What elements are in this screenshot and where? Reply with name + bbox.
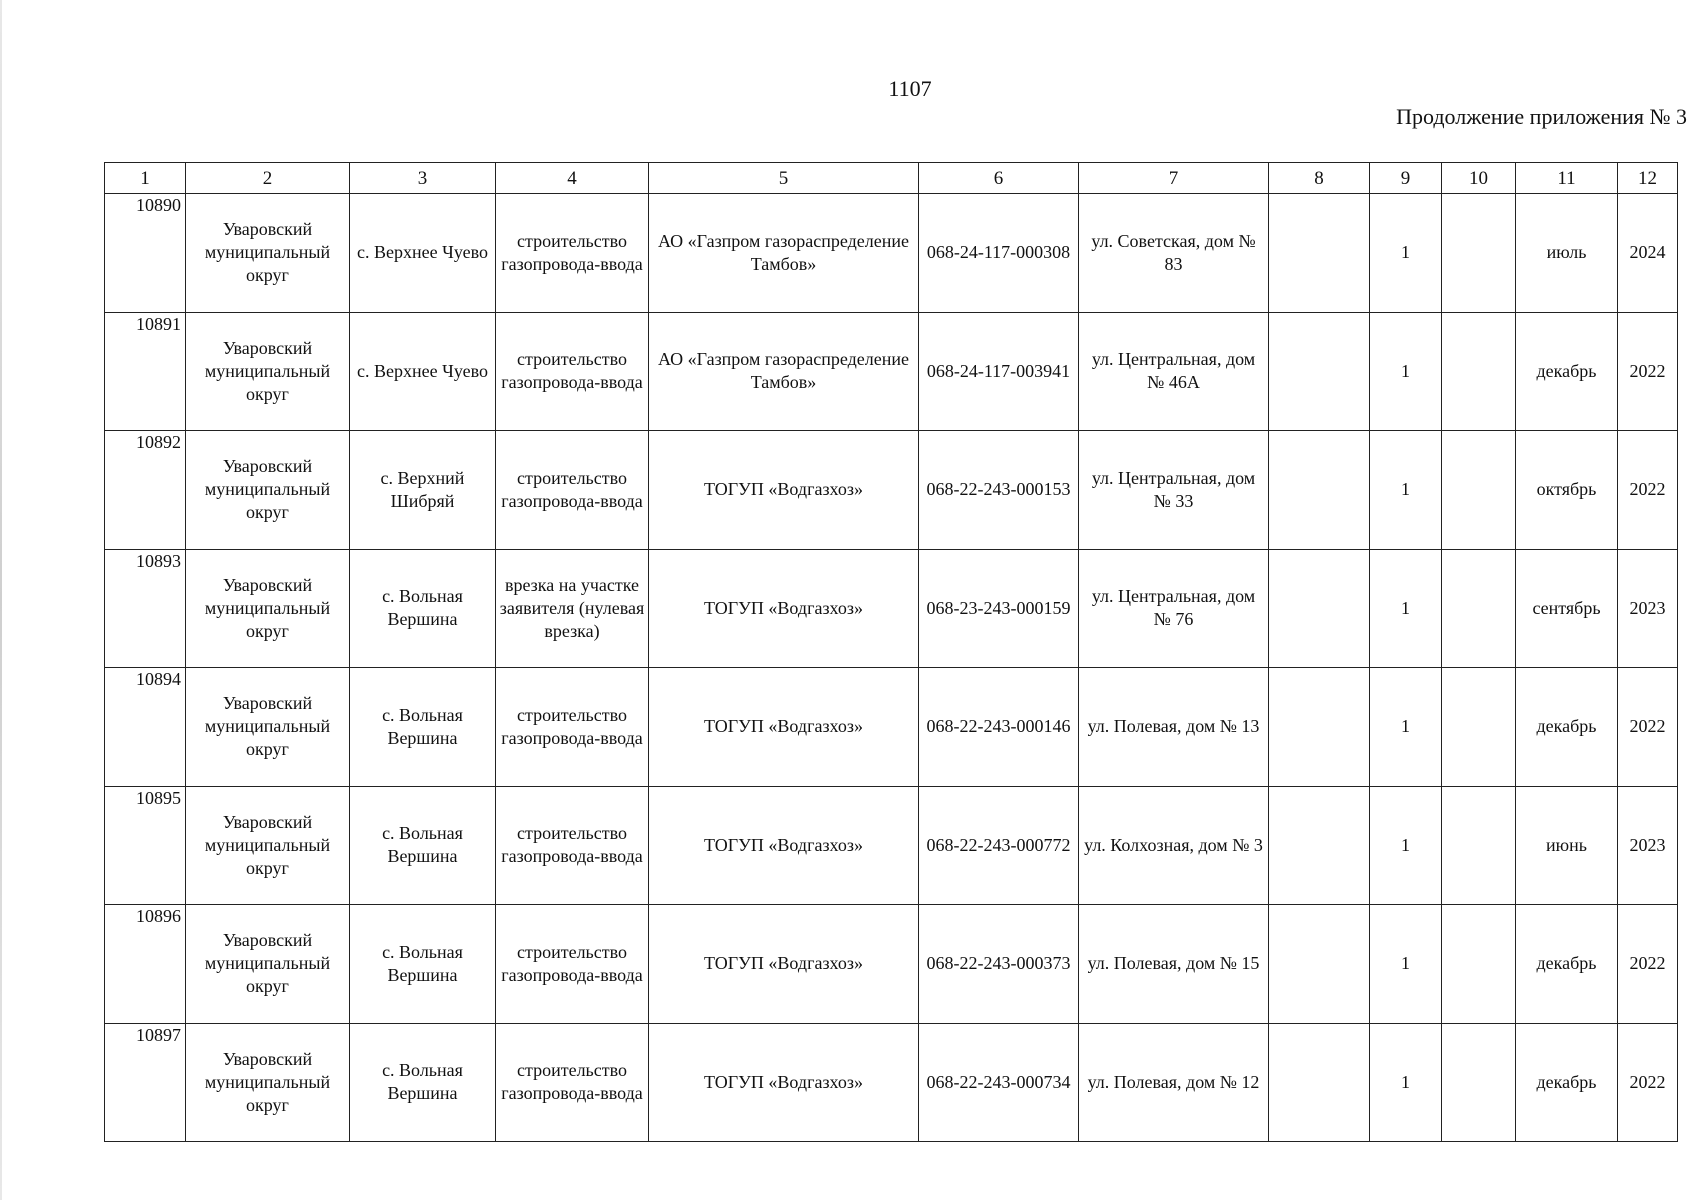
district-cell: Уваровский муниципальный округ — [186, 1023, 350, 1142]
row-number: 10894 — [105, 668, 186, 787]
code-cell: 068-24-117-000308 — [919, 194, 1079, 313]
organization-cell: ТОГУП «Водгазхоз» — [649, 549, 919, 668]
organization-cell: ТОГУП «Водгазхоз» — [649, 668, 919, 787]
district-cell: Уваровский муниципальный округ — [186, 668, 350, 787]
year-cell: 2022 — [1618, 905, 1678, 1024]
table-row — [105, 905, 1678, 1024]
column-10-cell — [1442, 312, 1516, 431]
column-8-cell — [1269, 431, 1370, 550]
month-cell: сентябрь — [1516, 549, 1618, 668]
organization-cell: ТОГУП «Водгазхоз» — [649, 431, 919, 550]
district-cell: Уваровский муниципальный округ — [186, 549, 350, 668]
column-10-cell — [1442, 431, 1516, 550]
year-cell: 2022 — [1618, 1023, 1678, 1142]
code-cell: 068-24-117-003941 — [919, 312, 1079, 431]
month-cell: июль — [1516, 194, 1618, 313]
address-cell: ул. Полевая, дом № 13 — [1079, 668, 1269, 787]
settlement-cell: с. Верхнее Чуево — [350, 194, 496, 313]
column-8-cell — [1269, 312, 1370, 431]
column-9-cell: 1 — [1370, 1023, 1442, 1142]
column-header-12: 12 — [1618, 163, 1678, 194]
column-header-7: 7 — [1079, 163, 1269, 194]
work-type-cell: строительство газопровода-ввода — [496, 668, 649, 787]
column-header-6: 6 — [919, 163, 1079, 194]
column-9-cell: 1 — [1370, 905, 1442, 1024]
table-row — [105, 786, 1678, 905]
settlement-cell: с. Верхний Шибряй — [350, 431, 496, 550]
column-10-cell — [1442, 1023, 1516, 1142]
column-10-cell — [1442, 905, 1516, 1024]
column-8-cell — [1269, 668, 1370, 787]
code-cell: 068-22-243-000146 — [919, 668, 1079, 787]
year-cell: 2023 — [1618, 549, 1678, 668]
address-cell: ул. Полевая, дом № 15 — [1079, 905, 1269, 1024]
month-cell: июнь — [1516, 786, 1618, 905]
table-row — [105, 668, 1678, 787]
year-cell: 2024 — [1618, 194, 1678, 313]
work-type-cell: строительство газопровода-ввода — [496, 1023, 649, 1142]
settlement-cell: с. Вольная Вершина — [350, 1023, 496, 1142]
address-cell: ул. Полевая, дом № 12 — [1079, 1023, 1269, 1142]
column-header-3: 3 — [350, 163, 496, 194]
organization-cell: ТОГУП «Водгазхоз» — [649, 786, 919, 905]
district-cell: Уваровский муниципальный округ — [186, 312, 350, 431]
row-number: 10895 — [105, 786, 186, 905]
work-type-cell: строительство газопровода-ввода — [496, 431, 649, 550]
column-8-cell — [1269, 549, 1370, 668]
address-cell: ул. Колхозная, дом № 3 — [1079, 786, 1269, 905]
column-8-cell — [1269, 1023, 1370, 1142]
table-row — [105, 194, 1678, 313]
scan-edge-artifact — [0, 0, 2, 1200]
column-10-cell — [1442, 549, 1516, 668]
column-header-11: 11 — [1516, 163, 1618, 194]
column-9-cell: 1 — [1370, 786, 1442, 905]
work-type-cell: строительство газопровода-ввода — [496, 786, 649, 905]
column-header-8: 8 — [1269, 163, 1370, 194]
column-header-2: 2 — [186, 163, 350, 194]
table-row — [105, 312, 1678, 431]
column-header-9: 9 — [1370, 163, 1442, 194]
address-cell: ул. Центральная, дом № 33 — [1079, 431, 1269, 550]
month-cell: декабрь — [1516, 905, 1618, 1024]
column-9-cell: 1 — [1370, 431, 1442, 550]
month-cell: декабрь — [1516, 312, 1618, 431]
code-cell: 068-23-243-000159 — [919, 549, 1079, 668]
column-header-1: 1 — [105, 163, 186, 194]
row-number: 10897 — [105, 1023, 186, 1142]
column-header-10: 10 — [1442, 163, 1516, 194]
address-cell: ул. Центральная, дом № 76 — [1079, 549, 1269, 668]
organization-cell: АО «Газпром газораспределение Тамбов» — [649, 194, 919, 313]
organization-cell: АО «Газпром газораспределение Тамбов» — [649, 312, 919, 431]
month-cell: декабрь — [1516, 668, 1618, 787]
column-10-cell — [1442, 786, 1516, 905]
work-type-cell: врезка на участке заявителя (нулевая врезка) — [496, 549, 649, 668]
work-type-cell: строительство газопровода-ввода — [496, 312, 649, 431]
address-cell: ул. Советская, дом № 83 — [1079, 194, 1269, 313]
appendix-label: Продолжение приложения № 3 — [1396, 104, 1687, 129]
column-9-cell: 1 — [1370, 194, 1442, 313]
organization-cell: ТОГУП «Водгазхоз» — [649, 905, 919, 1024]
district-cell: Уваровский муниципальный округ — [186, 431, 350, 550]
page-number: 1107 — [888, 76, 932, 101]
table-row — [105, 549, 1678, 668]
column-8-cell — [1269, 786, 1370, 905]
column-header-4: 4 — [496, 163, 649, 194]
year-cell: 2022 — [1618, 668, 1678, 787]
month-cell: октябрь — [1516, 431, 1618, 550]
district-cell: Уваровский муниципальный округ — [186, 786, 350, 905]
column-8-cell — [1269, 194, 1370, 313]
district-cell: Уваровский муниципальный округ — [186, 905, 350, 1024]
row-number: 10891 — [105, 312, 186, 431]
year-cell: 2022 — [1618, 312, 1678, 431]
code-cell: 068-22-243-000772 — [919, 786, 1079, 905]
code-cell: 068-22-243-000373 — [919, 905, 1079, 1024]
settlement-cell: с. Вольная Вершина — [350, 549, 496, 668]
settlement-cell: с. Вольная Вершина — [350, 786, 496, 905]
appendix-table — [104, 162, 1678, 1142]
column-10-cell — [1442, 194, 1516, 313]
column-9-cell: 1 — [1370, 549, 1442, 668]
column-10-cell — [1442, 668, 1516, 787]
district-cell: Уваровский муниципальный округ — [186, 194, 350, 313]
column-number-row — [105, 163, 1678, 194]
column-9-cell: 1 — [1370, 668, 1442, 787]
row-number: 10890 — [105, 194, 186, 313]
code-cell: 068-22-243-000153 — [919, 431, 1079, 550]
settlement-cell: с. Вольная Вершина — [350, 905, 496, 1024]
table-row — [105, 1023, 1678, 1142]
column-8-cell — [1269, 905, 1370, 1024]
address-cell: ул. Центральная, дом № 46А — [1079, 312, 1269, 431]
year-cell: 2023 — [1618, 786, 1678, 905]
column-header-5: 5 — [649, 163, 919, 194]
column-9-cell: 1 — [1370, 312, 1442, 431]
work-type-cell: строительство газопровода-ввода — [496, 194, 649, 313]
organization-cell: ТОГУП «Водгазхоз» — [649, 1023, 919, 1142]
row-number: 10892 — [105, 431, 186, 550]
row-number: 10893 — [105, 549, 186, 668]
settlement-cell: с. Верхнее Чуево — [350, 312, 496, 431]
row-number: 10896 — [105, 905, 186, 1024]
year-cell: 2022 — [1618, 431, 1678, 550]
work-type-cell: строительство газопровода-ввода — [496, 905, 649, 1024]
code-cell: 068-22-243-000734 — [919, 1023, 1079, 1142]
settlement-cell: с. Вольная Вершина — [350, 668, 496, 787]
month-cell: декабрь — [1516, 1023, 1618, 1142]
table-row — [105, 431, 1678, 550]
